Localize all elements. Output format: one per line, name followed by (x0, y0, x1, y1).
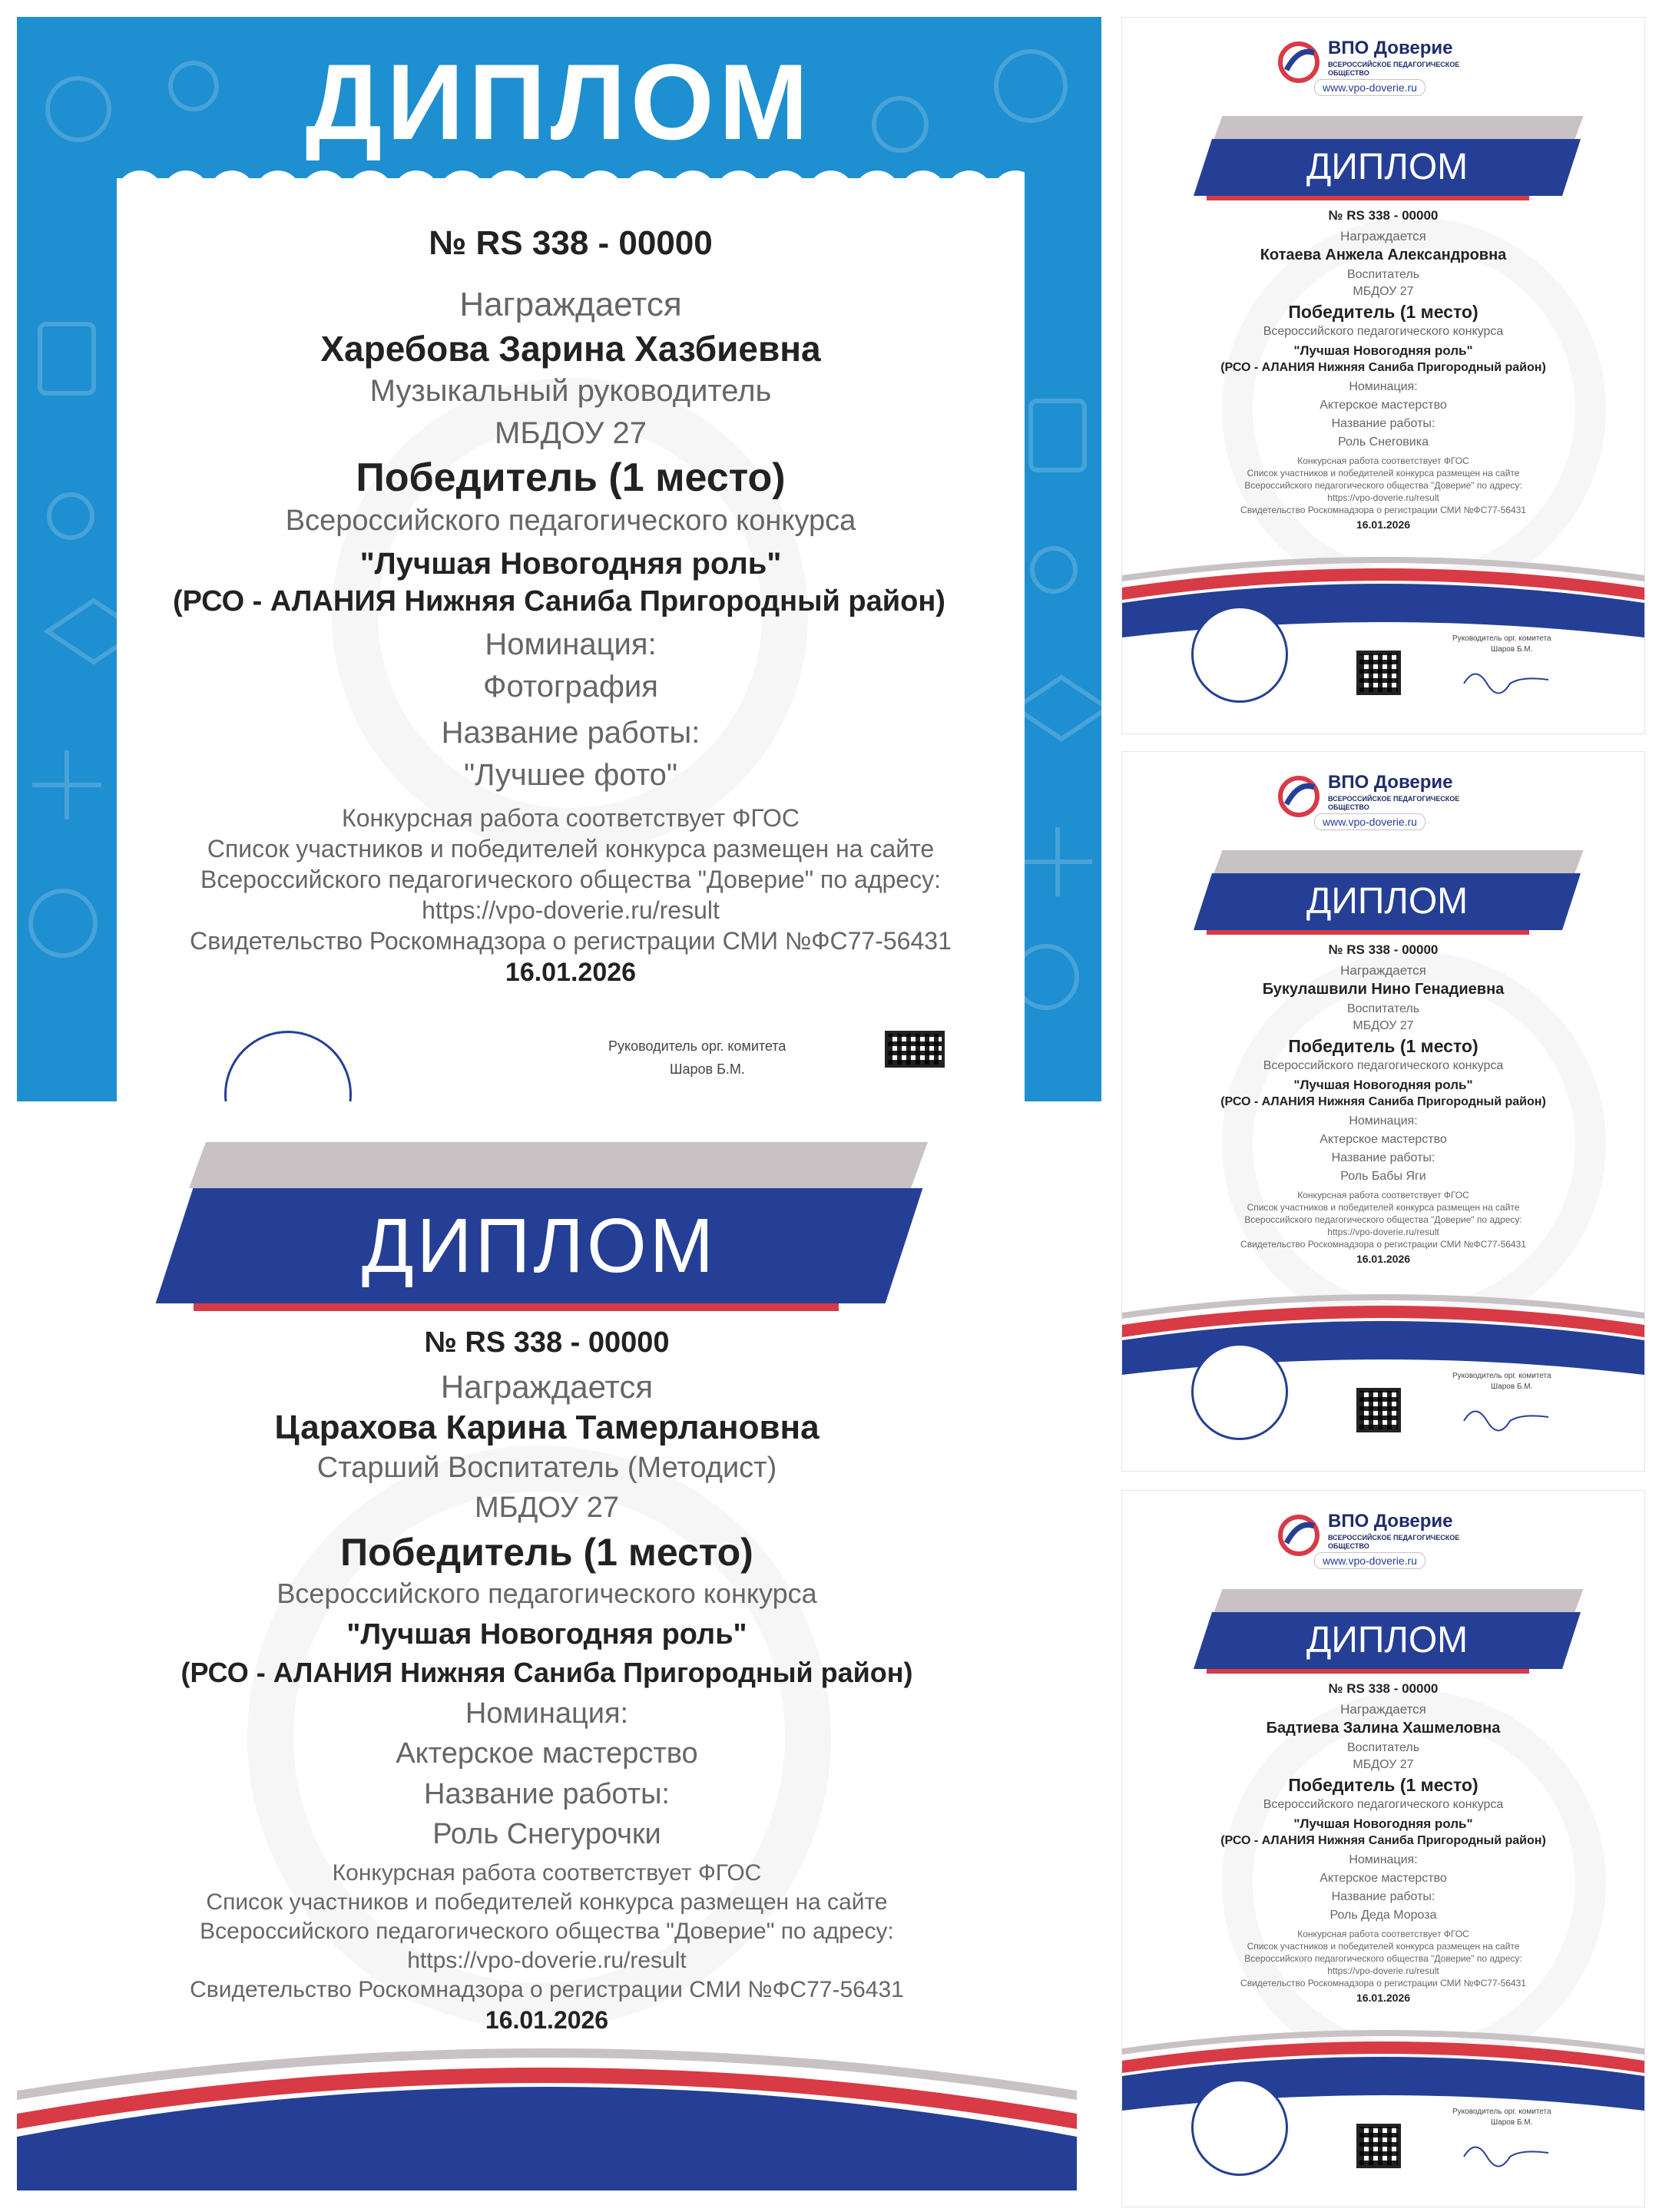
diploma-date: 16.01.2026 (485, 2006, 609, 2034)
nomination: Актерское мастерство (1320, 399, 1447, 412)
committee-chair: Шаров Б.М. (1491, 2118, 1533, 2127)
organization: МБДОУ 27 (1353, 285, 1414, 298)
small-diploma-1 (1121, 17, 1645, 734)
diploma-number: № RS 338 - 00000 (1328, 942, 1439, 957)
list-note-2: Всероссийского педагогического общества "Доверие" по адресу: (200, 1919, 894, 1944)
organization: МБДОУ 27 (474, 1492, 619, 1524)
banner-grey-stripe (189, 1142, 928, 1188)
region: (РСО - АЛАНИЯ Нижняя Саниба Пригородный район) (1220, 361, 1546, 374)
list-note-2: Всероссийского педагогического общества "Доверие" по адресу: (1244, 1214, 1522, 1225)
recipient-name: Царахова Карина Тамерлановна (274, 1409, 820, 1446)
signature-icon (1460, 661, 1552, 699)
contest-name: "Лучшая Новогодняя роль" (346, 1618, 747, 1651)
diploma-title: ДИПЛОМ (1306, 147, 1469, 187)
diploma-date: 16.01.2026 (1356, 1253, 1411, 1265)
seal-icon (1191, 606, 1288, 703)
vpo-logo-icon (1276, 39, 1322, 85)
work-label: Название работы: (424, 1778, 670, 1810)
work-label: Название работы: (1331, 1151, 1435, 1164)
list-note-1: Список участников и победителей конкурса размещен на сайте (1247, 468, 1520, 478)
vpo-logo-icon (1276, 1512, 1322, 1558)
banner-blue (1194, 139, 1581, 196)
diploma-number: № RS 338 - 00000 (424, 1326, 670, 1359)
contest-name: "Лучшая Новогодняя роль" (359, 547, 782, 581)
qr-code-icon (1356, 1388, 1401, 1432)
banner-blue (1194, 873, 1581, 930)
banner-blue (1194, 1612, 1581, 1669)
recipient-position: Воспитатель (1346, 268, 1420, 281)
work-label: Название работы: (441, 716, 700, 750)
awarded-label: Награждается (1340, 1702, 1426, 1717)
seal-icon (1191, 1343, 1288, 1440)
diploma-paper (117, 178, 1025, 1101)
recipient-name: Харебова Зарина Хазбиевна (320, 329, 821, 369)
recipient-name: Бадтиева Залина Хашмеловна (1266, 1720, 1501, 1737)
recipient-name: Котаева Анжела Александровна (1260, 247, 1507, 263)
white-diploma (17, 1123, 1077, 2190)
region: (РСО - АЛАНИЯ Нижняя Саниба Пригородный район) (173, 585, 945, 618)
contest-type: Всероссийского педагогического конкурса (1263, 1059, 1504, 1072)
fgos-note: Конкурсная работа соответствует ФГОС (1297, 455, 1469, 466)
smi-certificate: Свидетельство Роскомнадзора о регистрации СМИ №ФС77-56431 (1240, 1978, 1526, 1988)
diploma-date: 16.01.2026 (1356, 518, 1411, 531)
place: Победитель (1 место) (356, 455, 786, 500)
smi-certificate: Свидетельство Роскомнадзора о регистрации СМИ №ФС77-56431 (1240, 505, 1526, 515)
nomination-label: Номинация: (1349, 1114, 1418, 1128)
work-label: Название работы: (1331, 417, 1435, 430)
result-url: https://vpo-doverie.ru/result (422, 896, 720, 924)
organization: МБДОУ 27 (495, 416, 647, 450)
nomination: Актерское мастерство (1320, 1133, 1447, 1146)
result-url: https://vpo-doverie.ru/result (1327, 1965, 1439, 1976)
work-title: "Лучшее фото" (463, 758, 678, 792)
nomination: Актерское мастерство (1320, 1872, 1447, 1885)
result-url: https://vpo-doverie.ru/result (1327, 1227, 1439, 1237)
site-link[interactable]: www.vpo-doverie.ru (1314, 79, 1426, 96)
region: (РСО - АЛАНИЯ Нижняя Саниба Пригородный район) (1220, 1834, 1546, 1847)
nomination-label: Номинация: (465, 1697, 629, 1730)
work-title: Роль Деда Мороза (1330, 1909, 1437, 1922)
recipient-name: Букулашвили Нино Генадиевна (1262, 981, 1505, 998)
fgos-note: Конкурсная работа соответствует ФГОС (1297, 1190, 1469, 1200)
banner-blue (156, 1188, 923, 1303)
qr-code-icon (1356, 651, 1401, 695)
list-note-2: Всероссийского педагогического общества "Доверие" по адресу: (1244, 480, 1522, 491)
committee-label: Руководитель орг. комитета (1452, 634, 1551, 643)
committee-chair: Шаров Б.М. (1491, 645, 1533, 654)
diploma-title: ДИПЛОМ (1306, 881, 1469, 922)
contest-type: Всероссийского педагогического конкурса (1263, 325, 1504, 338)
contest-name: "Лучшая Новогодняя роль" (1293, 1078, 1473, 1092)
list-note-1: Список участников и победителей конкурса размещен на сайте (1247, 1941, 1520, 1952)
diploma-date: 16.01.2026 (1356, 1992, 1411, 2004)
banner-grey-stripe (1214, 116, 1584, 139)
fgos-note: Конкурсная работа соответствует ФГОС (1297, 1929, 1469, 1939)
diploma-title: ДИПЛОМ (361, 1203, 717, 1289)
region: (РСО - АЛАНИЯ Нижняя Саниба Пригородный район) (180, 1657, 913, 1688)
smi-certificate: Свидетельство Роскомнадзора о регистрации СМИ №ФС77-56431 (1240, 1239, 1526, 1250)
logo-title: ВПО Доверие (1328, 1511, 1453, 1532)
committee-chair: Шаров Б.М. (1491, 1382, 1533, 1391)
contest-type: Всероссийского педагогического конкурса (285, 505, 856, 537)
result-url: https://vpo-doverie.ru/result (407, 1948, 687, 1973)
seal-icon (1191, 2079, 1288, 2176)
recipient-position: Музыкальный руководитель (369, 374, 772, 408)
list-note-2: Всероссийского педагогического общества "Доверие" по адресу: (200, 866, 941, 893)
diploma-title: ДИПЛОМ (305, 41, 813, 162)
banner-grey-stripe (1214, 850, 1584, 873)
logo-subtitle-1: ВСЕРОССИЙСКОЕ ПЕДАГОГИЧЕСКОЕ (1328, 1534, 1460, 1541)
place: Победитель (1 место) (340, 1531, 753, 1574)
contest-name: "Лучшая Новогодняя роль" (1293, 343, 1473, 358)
vpo-logo-icon (1276, 773, 1322, 820)
work-title: Роль Снегурочки (432, 1818, 661, 1850)
awarded-label: Награждается (459, 286, 682, 323)
work-title: Роль Бабы Яги (1340, 1170, 1426, 1183)
nomination: Фотография (483, 670, 658, 704)
place: Победитель (1 место) (1288, 1036, 1479, 1056)
blue-diploma (17, 17, 1101, 1101)
committee-label: Руководитель орг. комитета (1452, 1372, 1551, 1380)
smi-certificate: Свидетельство Роскомнадзора о регистрации СМИ №ФС77-56431 (190, 1977, 904, 2002)
signature-icon (1460, 2134, 1552, 2172)
contest-type: Всероссийского педагогического конкурса (1263, 1798, 1504, 1811)
fgos-note: Конкурсная работа соответствует ФГОС (332, 1860, 762, 1886)
site-link[interactable]: www.vpo-doverie.ru (1314, 813, 1426, 830)
work-title: Роль Снеговика (1338, 435, 1429, 449)
list-note-1: Список участников и победителей конкурса размещен на сайте (206, 1889, 888, 1915)
nomination-label: Номинация: (1349, 380, 1418, 393)
recipient-position: Воспитатель (1346, 1002, 1420, 1015)
list-note-1: Список участников и победителей конкурса размещен на сайте (1247, 1202, 1520, 1213)
diploma-number: № RS 338 - 00000 (1328, 208, 1439, 223)
work-label: Название работы: (1331, 1890, 1435, 1903)
diploma-number: № RS 338 - 00000 (429, 224, 713, 262)
logo-title: ВПО Доверие (1328, 772, 1453, 793)
awarded-label: Награждается (1340, 229, 1426, 243)
smi-certificate: Свидетельство Роскомнадзора о регистрации СМИ №ФС77-56431 (190, 927, 952, 955)
awarded-label: Награждается (1340, 963, 1426, 978)
logo-subtitle-2: ОБЩЕСТВО (1328, 69, 1369, 77)
qr-code-icon (1356, 2124, 1401, 2168)
logo-subtitle-1: ВСЕРОССИЙСКОЕ ПЕДАГОГИЧЕСКОЕ (1328, 61, 1460, 68)
committee-label: Руководитель орг. комитета (608, 1038, 786, 1054)
site-link[interactable]: www.vpo-doverie.ru (1314, 1552, 1426, 1569)
result-url: https://vpo-doverie.ru/result (1327, 492, 1439, 503)
list-note-1: Список участников и победителей конкурса размещен на сайте (207, 835, 935, 863)
contest-name: "Лучшая Новогодняя роль" (1293, 1816, 1473, 1831)
recipient-position: Старший Воспитатель (Методист) (316, 1452, 777, 1484)
logo-subtitle-1: ВСЕРОССИЙСКОЕ ПЕДАГОГИЧЕСКОЕ (1328, 795, 1460, 803)
diploma-number: № RS 338 - 00000 (1328, 1681, 1439, 1696)
logo-subtitle-2: ОБЩЕСТВО (1328, 803, 1369, 811)
fgos-note: Конкурсная работа соответствует ФГОС (342, 804, 800, 832)
banner-grey-stripe (1214, 1589, 1584, 1612)
nomination-label: Номинация: (485, 628, 657, 661)
place: Победитель (1 место) (1288, 1775, 1479, 1795)
nomination-label: Номинация: (1349, 1853, 1418, 1866)
small-diploma-2 (1121, 751, 1645, 1472)
logo-subtitle-2: ОБЩЕСТВО (1328, 1542, 1369, 1550)
small-diploma-3 (1121, 1490, 1645, 2207)
contest-type: Всероссийского педагогического конкурса (276, 1578, 817, 1609)
diploma-date: 16.01.2026 (505, 958, 637, 987)
list-note-2: Всероссийского педагогического общества "Доверие" по адресу: (1244, 1953, 1522, 1964)
signature-icon (1460, 1398, 1552, 1436)
nomination: Актерское мастерство (396, 1737, 698, 1770)
organization: МБДОУ 27 (1353, 1758, 1414, 1771)
region: (РСО - АЛАНИЯ Нижняя Саниба Пригородный район) (1220, 1095, 1546, 1108)
recipient-position: Воспитатель (1346, 1741, 1420, 1754)
organization: МБДОУ 27 (1353, 1019, 1414, 1032)
footer-waves (17, 2045, 1077, 2190)
committee-chair: Шаров Б.М. (670, 1061, 745, 1077)
logo-title: ВПО Доверие (1328, 38, 1453, 58)
qr-code-icon (885, 1031, 945, 1068)
diploma-title: ДИПЛОМ (1306, 1620, 1469, 1661)
awarded-label: Награждается (440, 1369, 654, 1405)
seal-icon (224, 1031, 352, 1101)
place: Победитель (1 место) (1288, 302, 1479, 322)
committee-label: Руководитель орг. комитета (1452, 2108, 1551, 2116)
